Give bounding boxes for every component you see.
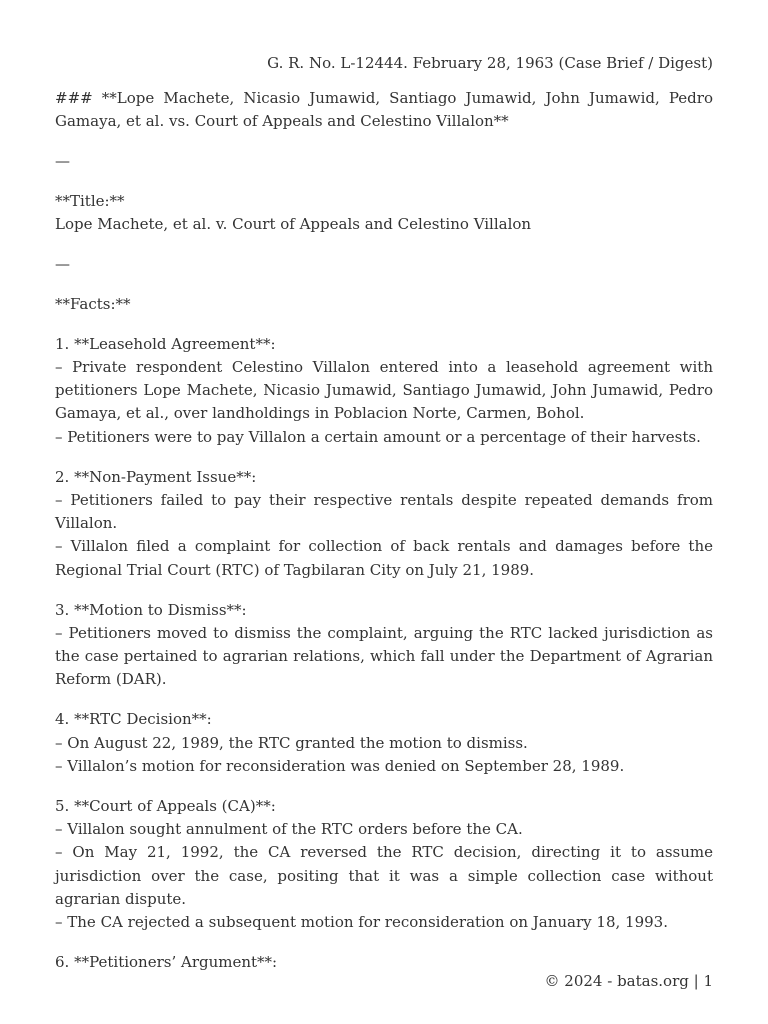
fact-heading: 2. **Non-Payment Issue**: xyxy=(55,467,257,486)
page-footer: © 2024 - batas.org | 1 xyxy=(544,972,713,990)
fact-heading: 5. **Court of Appeals (CA)**: xyxy=(55,796,276,815)
fact-line: – Petitioners were to pay Villalon a certain amount or a percentage of their harvests. xyxy=(55,427,701,446)
fact-item xyxy=(55,708,713,778)
title-section xyxy=(55,190,713,237)
fact-heading: 4. **RTC Decision**: xyxy=(55,710,212,729)
case-citation-header: G. R. No. L-12444. February 28, 1963 (Case Brief / Digest) xyxy=(267,54,713,72)
fact-item xyxy=(55,599,713,692)
fact-heading: 3. **Motion to Dismiss**: xyxy=(55,600,247,619)
document-body xyxy=(55,87,713,991)
fact-heading: 6. **Petitioners’ Argument**: xyxy=(55,952,278,971)
fact-line: – Petitioners moved to dismiss the complaint, arguing the RTC lacked jurisdiction as the case pertained to agrarian relations, which fall under the Department of Agrarian Reform (DAR). xyxy=(55,623,713,689)
title-label: **Title:** xyxy=(55,191,125,210)
fact-line: – On August 22, 1989, the RTC granted the motion to dismiss. xyxy=(55,733,528,752)
fact-item xyxy=(55,333,713,449)
case-heading: ### **Lope Machete, Nicasio Jumawid, Santiago Jumawid, John Jumawid, Pedro Gamaya, et al. vs. Court of Appeals and Celestino Villalon** xyxy=(55,89,713,131)
separator: — xyxy=(55,254,70,273)
fact-line: – On May 21, 1992, the CA reversed the RTC decision, directing it to assume jurisdiction over the case, positing that it was a simple collection case without agrarian dispute. xyxy=(55,843,713,908)
separator: — xyxy=(55,152,70,171)
fact-item xyxy=(55,466,713,582)
fact-line: – Villalon sought annulment of the RTC orders before the CA. xyxy=(55,819,523,838)
fact-item xyxy=(55,795,713,935)
title-text: Lope Machete, et al. v. Court of Appeals and Celestino Villalon xyxy=(55,215,532,234)
fact-line: – Villalon’s motion for reconsideration was denied on September 28, 1989. xyxy=(55,756,625,775)
fact-line: – Petitioners failed to pay their respective rentals despite repeated demands from Villalon. xyxy=(55,490,713,533)
fact-line: – The CA rejected a subsequent motion for reconsideration on January 18, 1993. xyxy=(55,913,668,932)
fact-line: – Private respondent Celestino Villalon entered into a leasehold agreement with petitioners Lope Machete, Nicasio Jumawid, Santiago Jumawid, John Jumawid, Pedro Gamaya, et al., over landholdings in Poblacion Norte, Carmen, Bohol. xyxy=(55,357,713,423)
fact-line: – Villalon filed a complaint for collection of back rentals and damages before the Regional Trial Court (RTC) of Tagbilaran City on July 21, 1989. xyxy=(55,537,713,579)
fact-heading: 1. **Leasehold Agreement**: xyxy=(55,334,276,353)
facts-label: **Facts:** xyxy=(55,294,131,313)
